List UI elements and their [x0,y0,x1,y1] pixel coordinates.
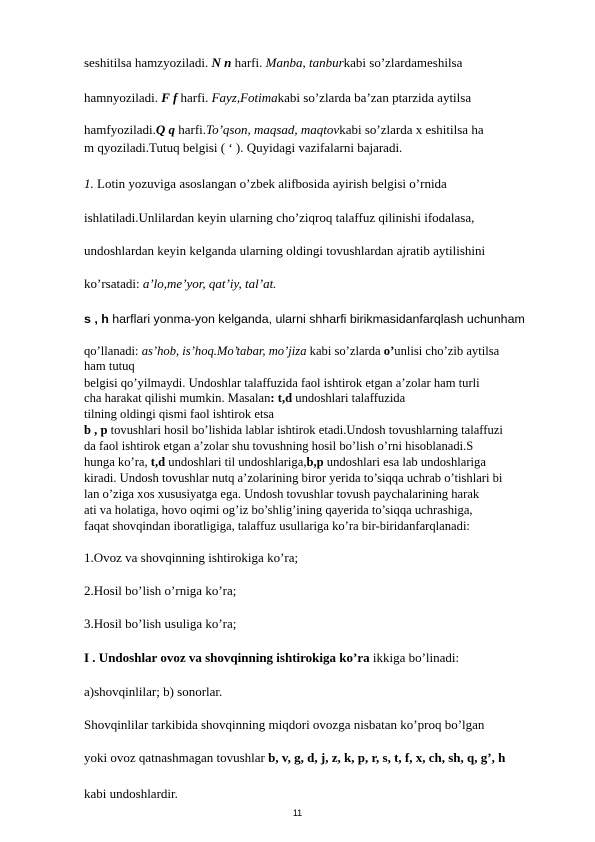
text-segment: m qyoziladi.Tutuq belgisi ( ‘ ). Quyidagi vazifalarni bajaradi. [84,140,403,155]
text-segment: kabi so’zlardameshilsa [343,55,463,70]
text-segment: Fayz,Fotima [211,90,278,105]
text-segment: ko’rsatadi: [84,276,143,291]
text-segment: as’hob, is’hoq.Mo’tabar, mo’jiza [141,344,307,358]
text-segment: kabi so’zlarda ba’zan ptarzida aytilsa [277,90,472,105]
text-line [84,359,566,374]
text-segment: qo’llanadi: [84,344,142,358]
text-segment: 1. [84,176,94,191]
text-line [84,55,566,70]
text-line [84,750,566,765]
text-line [84,90,566,105]
text-segment: undoshlari til undoshlariga, [165,455,307,469]
text-line [84,550,566,565]
text-segment: cha harakat qilishi mumkin. Masalan [84,391,271,405]
text-segment: ati va holatiga, hovo oqimi og’iz bo’shlig’ining qayerida to’siqqa uchrashiga, [84,503,473,517]
text-line [84,471,566,486]
text-line [84,122,566,137]
text-line [84,487,566,502]
text-line [84,439,566,454]
text-segment: kabi so’zlarda x eshitilsa ha [339,122,484,137]
text-segment: ishlatiladi.Unlilardan keyin ularning cho’ziqroq talaffuz qilinishi ifodalasa, [84,210,475,225]
text-segment: Q q [155,122,175,137]
text-segment: b, v, g, d, j, z, k, p, r, s, t, f, x, ch, sh, q, g’, h [268,750,506,765]
text-line [84,243,566,258]
text-segment: a’lo,me’yor, qat’iy, tal’at. [142,276,277,291]
text-segment: harfi. [231,55,266,70]
text-segment: kabi undoshlardir. [84,786,178,801]
text-line [84,583,566,598]
text-segment: N n [211,55,232,70]
text-segment: tovushlari hosil bo’lishida lablar ishtirok etadi.Undosh tovushlarning talaffuzi [107,423,503,437]
text-segment: 2.Hosil bo’lish o’rniga ko’ra; [84,583,237,598]
text-segment: unlisi cho’zib aytilsa [394,344,500,358]
text-segment: hunga ko’ra, [84,455,151,469]
text-segment: harflari yonma-yon kelganda, ularni shharfi birikmasidanfarqlash uchunham [108,312,525,326]
text-segment: undoshlari talaffuzida [292,391,406,405]
text-line [84,407,566,422]
text-segment: lan o’ziga xos xususiyatga ega. Undosh tovushlar tovush paychalarining harak [84,487,480,501]
text-segment: harfi. [177,90,212,105]
text-segment: undoshlardan keyin kelganda ularning oldingi tovushlardan ajratib aytilishini [84,243,486,258]
text-line [84,311,566,327]
text-segment: F f [161,90,178,105]
text-line [84,684,566,699]
text-line [84,176,566,191]
text-segment: s , h [84,312,109,326]
text-line [84,786,566,801]
text-line [84,376,566,391]
text-segment: To’qson, maqsad, maqtov [206,122,340,137]
text-line [84,391,566,406]
text-segment: b , p [84,423,108,437]
text-line [84,717,566,732]
text-segment: a)shovqinlilar; b) sonorlar. [84,684,223,699]
text-segment: t,d [150,455,166,469]
text-line [84,503,566,518]
text-line [84,276,566,291]
text-segment: : t,d [270,391,293,405]
text-segment: belgisi qo’yilmaydi. Undoshlar talaffuzida faol ishtirok etgan a’zolar ham turli [84,376,480,390]
text-segment: Shovqinlilar tarkibida shovqinning miqdori ovozga nisbatan ko’proq bo’lgan [84,717,485,732]
text-segment: Manba, tanbur [265,55,344,70]
text-line [84,140,566,155]
text-line [84,210,566,225]
text-line [84,519,566,534]
text-line [84,650,566,665]
text-line [84,423,566,438]
text-segment: hamfyoziladi. [84,122,156,137]
text-line [84,344,566,359]
text-line [84,616,566,631]
text-line [84,455,566,470]
text-segment: Lotin yozuviga asoslangan o’zbek alifbosida ayirish belgisi o’rnida [93,176,447,191]
text-segment: undoshlari esa lab undoshlariga [323,455,486,469]
text-segment: kabi so’zlarda [306,344,384,358]
text-segment: 3.Hosil bo’lish usuliga ko’ra; [84,616,237,631]
text-segment: kiradi. Undosh tovushlar nutq a’zolarining biror yerida to’siqqa uchrab o’tishlari bi [84,471,503,485]
text-segment: I . Undoshlar ovoz va shovqinning ishtirokiga ko’ra [84,650,370,665]
text-segment: b,p [306,455,324,469]
text-segment: o’ [383,344,395,358]
text-segment: harfi. [174,122,207,137]
text-segment: hamnyoziladi. [84,90,162,105]
page-number: 11 [292,808,303,818]
text-segment: tilning oldingi qismi faol ishtirok etsa [84,407,274,421]
text-segment: 1.Ovoz va shovqinning ishtirokiga ko’ra; [84,550,299,565]
text-segment: ikkiga bo’linadi: [369,650,460,665]
text-segment: yoki ovoz qatnashmagan tovushlar [84,750,269,765]
text-segment: faqat shovqindan iboratligiga, talaffuz usullariga ko’ra bir-biridanfarqlanadi: [84,519,470,533]
text-segment: da faol ishtirok etgan a’zolar shu tovushning hosil bo’lish o’rni hisoblanadi.S [84,439,474,453]
text-segment: seshitilsa hamzyoziladi. [84,55,212,70]
text-segment: ham tutuq [84,359,135,373]
